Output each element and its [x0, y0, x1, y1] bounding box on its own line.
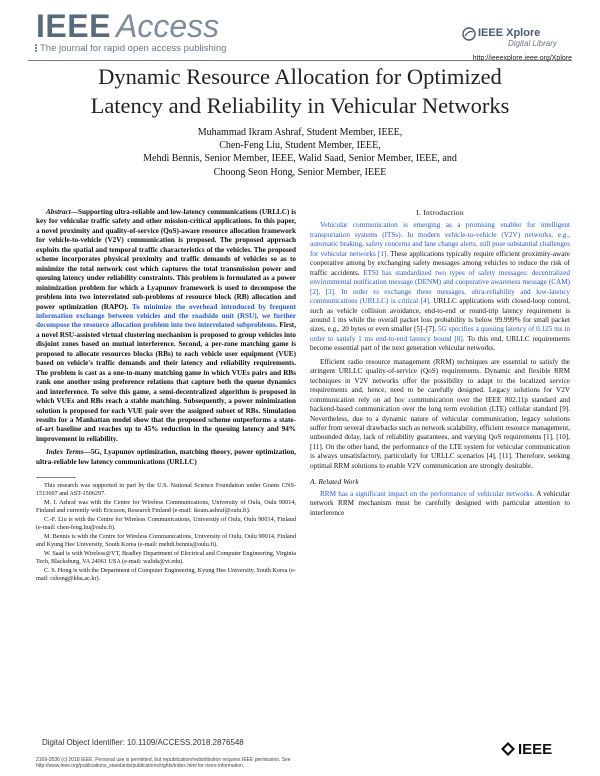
author-line-3: Mehdi Bennis, Senior Member, IEEE, Walid Saad, Senior Member, IEEE, and	[143, 153, 457, 165]
intro-highlight-1: Vehicular communication is emerging as a promising enabler for intelligent transportation systems (ITSs). In modern vehicle-to-vehicle (V2V) networks, e.g., automatic braking, safety concerns and lane change alerts, still pose substantial challenges for vehicular networks [1].	[310, 221, 570, 258]
intro-paragraph-2: Efficient radio resource management (RRM) techniques are essential to satisfy the stringent URLLC quality-of-service (QoS) requirements. Dynamic and flexible RRM techniques in V2V networks offer the possibility to adapt to the localized service requirements and, hence, need to be carefully designed. Legacy solutions for V2V communication rely on ad hoc communication over the IEEE 802.11p standard and backend-based communication over the long term evolution (LTE) cellular standard [9]. Nevertheless, due to a dynamic nature of vehicular communication, legacy solutions suffer from several drawbacks such as network scalability, efficient resource management, unbounded delay, lack of reliability guarantees, and varying QoS requirements [1], [10], [11]. On the other hand, the performance of the LTE system for vehicular communication is always unsatisfactory, particularly for URLLC scenarios [4], [11]. Therefore, seeking optimal RRM solutions to enable V2V communication are strongly desirable.	[310, 357, 570, 470]
abstract-highlight: To minimize the overhead introduced by frequent information exchange between vehicles and the roadside unit (RSU), we further decompose the resource allocation problem into two interrelated subproblems.	[36, 302, 296, 330]
intro-paragraph-1	[310, 221, 570, 353]
footnote-divider	[36, 477, 76, 478]
intro-text-2: URLLC applications with closed-loop control, such as vehicle collision avoidance, end-to-end or round-trip latency requirement is around 1 ms while the overall packet loss probability is below 99.999% for small packet sizes, e.g., 20 bytes or even smaller [5]–[7].	[310, 297, 570, 334]
xplore-url-link[interactable]: http://ieeexplore.ieee.org/Xplore	[472, 55, 572, 62]
xplore-globe-icon	[462, 27, 476, 41]
intro-highlight-2: ETSI has standardized two types of safety messages: decentralized environmental notification message (DENM) and cooperative awareness message (CAM) [2], [3]. In order to exchange these messages, ultra-reliability and low-latency communications (URLLC) is critical [4].	[310, 268, 570, 306]
abstract-label: Abstract	[46, 208, 71, 216]
footnote-ashraf: M. I. Ashraf was with the Centre for Wireless Communications, University of Oulu, Oulu 90014, Finland and currently with Ericsson, Research Finland (e-mail: ikram.ashraf@oulu.fi).	[36, 499, 296, 515]
xplore-name: IEEE Xplore	[478, 27, 541, 39]
abstract-text-1: —Supporting ultra-reliable and low-latency communications (URLLC) is key for vehicular traffic safety and other mission-critical applications. In this paper, a novel proximity and quality-of-service (QoS)-aware resource allocation framework for vehicle-to-vehicle (V2V) communication is proposed. The proposed approach exploits the spatial and temporal traffic characteristics of the vehicles. The proposed scheme incorporates physical proximity and traffic demands of vehicles so as to minimize the total network cost which captures the total transmission power and queuing latency under reliability constraints. This problem is formulated as a power minimization problem for which a Lyapunov framework is used to decompose the problem into two interrelated sub-problems of resource block (RB) allocation and power optimization (RAPO).	[36, 208, 296, 311]
footnote-liu: C.-F. Liu is with the Centre for Wireless Communications, University of Oulu, Oulu 90014, Finland (e-mail: chen-feng.liu@oulu.fi).	[36, 516, 296, 532]
right-column	[310, 208, 570, 518]
xplore-logo	[462, 27, 572, 53]
journal-tagline: The journal for rapid open access publishing	[40, 43, 227, 54]
author-line-2: Chen-Feng Liu, Student Member, IEEE,	[219, 140, 381, 152]
related-work-paragraph	[310, 490, 570, 518]
intro-highlight-3: 5G specifies a queuing latency of 0.125 ms in order to satisfy 1 ms end-to-end latency bound [8].	[310, 325, 570, 343]
intro-text-1: These applications typically require efficient proximity-aware cooperative among by exchanging safety messages among vehicles to reduce the risk of traffic accidents.	[310, 249, 570, 277]
footnote-bennis: M. Bennis is with the Centre for Wireless Communications, University of Oulu, Oulu 90014, Finland and Kyung Hee University, South Korea (e-mail: mehdi.bennis@oulu.fi).	[36, 533, 296, 549]
journal-logo-ieee: IEEE	[36, 8, 111, 44]
subsection-heading-related-work: A. Related Work	[310, 477, 359, 487]
index-terms-text: —5G, Lyapunov optimization, matching theory, power optimization, ultra-reliable low latency communications (URLLC)	[36, 448, 296, 466]
section-heading-introduction: I. Introduction	[416, 208, 464, 217]
intro-text-3: To this end, URLLC requirements become essential part of the next generation vehicular networks.	[310, 334, 570, 353]
ieee-footer-logo	[498, 739, 578, 759]
abstract	[36, 208, 296, 444]
journal-logo-access: Access	[116, 8, 220, 44]
footnote-funding: This research was supported in part by the U.S. National Science Foundation under Grants CNS-1513697 and AST-1506297.	[36, 482, 296, 498]
title-line-1: Dynamic Resource Allocation for Optimized	[98, 64, 502, 89]
index-terms	[36, 448, 296, 467]
footnote-hong: C. S. Hong is with the Department of Computer Engineering, Kyung Hee University, South Korea (e-mail: cshong@khu.ac.kr).	[36, 567, 296, 583]
related-text: A vehicular network RRM mechanism must be carefully designed with particular attention to interference	[310, 489, 570, 517]
author-block	[28, 126, 572, 179]
ieee-badge-icon	[500, 741, 516, 757]
left-column	[36, 208, 296, 584]
author-line-1: Muhammad Ikram Ashraf, Student Member, IEEE,	[197, 127, 403, 138]
index-terms-label: Index Terms	[46, 448, 84, 457]
header-divider	[28, 60, 572, 61]
related-highlight: RRM has a significant impact on the performance of vehicular networks.	[320, 489, 535, 498]
paper-title	[28, 62, 572, 120]
author-line-4: Choong Seon Hong, Senior Member, IEEE	[213, 166, 387, 178]
copyright-footer: 2169-3536 (c) 2018 IEEE. Personal use is permitted, but republication/redistribution requires IEEE permission. See http://www.ieee.org/publications_standards/publications/rights/index.html for more information.	[36, 757, 291, 769]
xplore-subtitle: Digital Library	[508, 39, 557, 48]
doi-identifier: Digital Object Identifier: 10.1109/ACCESS.2018.2876548	[42, 738, 244, 747]
ieee-footer-word: IEEE	[518, 741, 553, 758]
title-line-2: Latency and Reliability in Vehicular Networks	[90, 93, 510, 118]
footnote-saad: W. Saad is with Wireless@VT, Bradley Department of Electrical and Computer Engineering, Virginia Tech, Blacksburg, VA 24061 USA (e-mail: walids@vt.edu).	[36, 550, 296, 566]
abstract-text-2: First, a novel RSU-assisted virtual clustering mechanism is proposed to group vehicles into disjoint zones based on mutual interference. Second, a per-zone matching game is proposed to allocate resources blocks (RBs) to each vehicle user equipment (VUE) based on vehicle's traffic demands and their latency and reliability requirements. The problem is cast as a one-to-many matching game in which VUEs pairs and RBs rank one another using preference relations that capture both the queue dynamics and interference. To solve this game, a semi-decentralized algorithm is proposed in which VUEs and RBs reach a stable matching. Subsequently, a power minimization solution is proposed for each VUE pair over the assigned subset of RBs. Simulation results for a Manhattan model show that the proposed scheme outperforms a state-of-art baseline and reaches up to 45% reduction in the queuing latency and 94% improvement in reliability.	[36, 321, 296, 443]
